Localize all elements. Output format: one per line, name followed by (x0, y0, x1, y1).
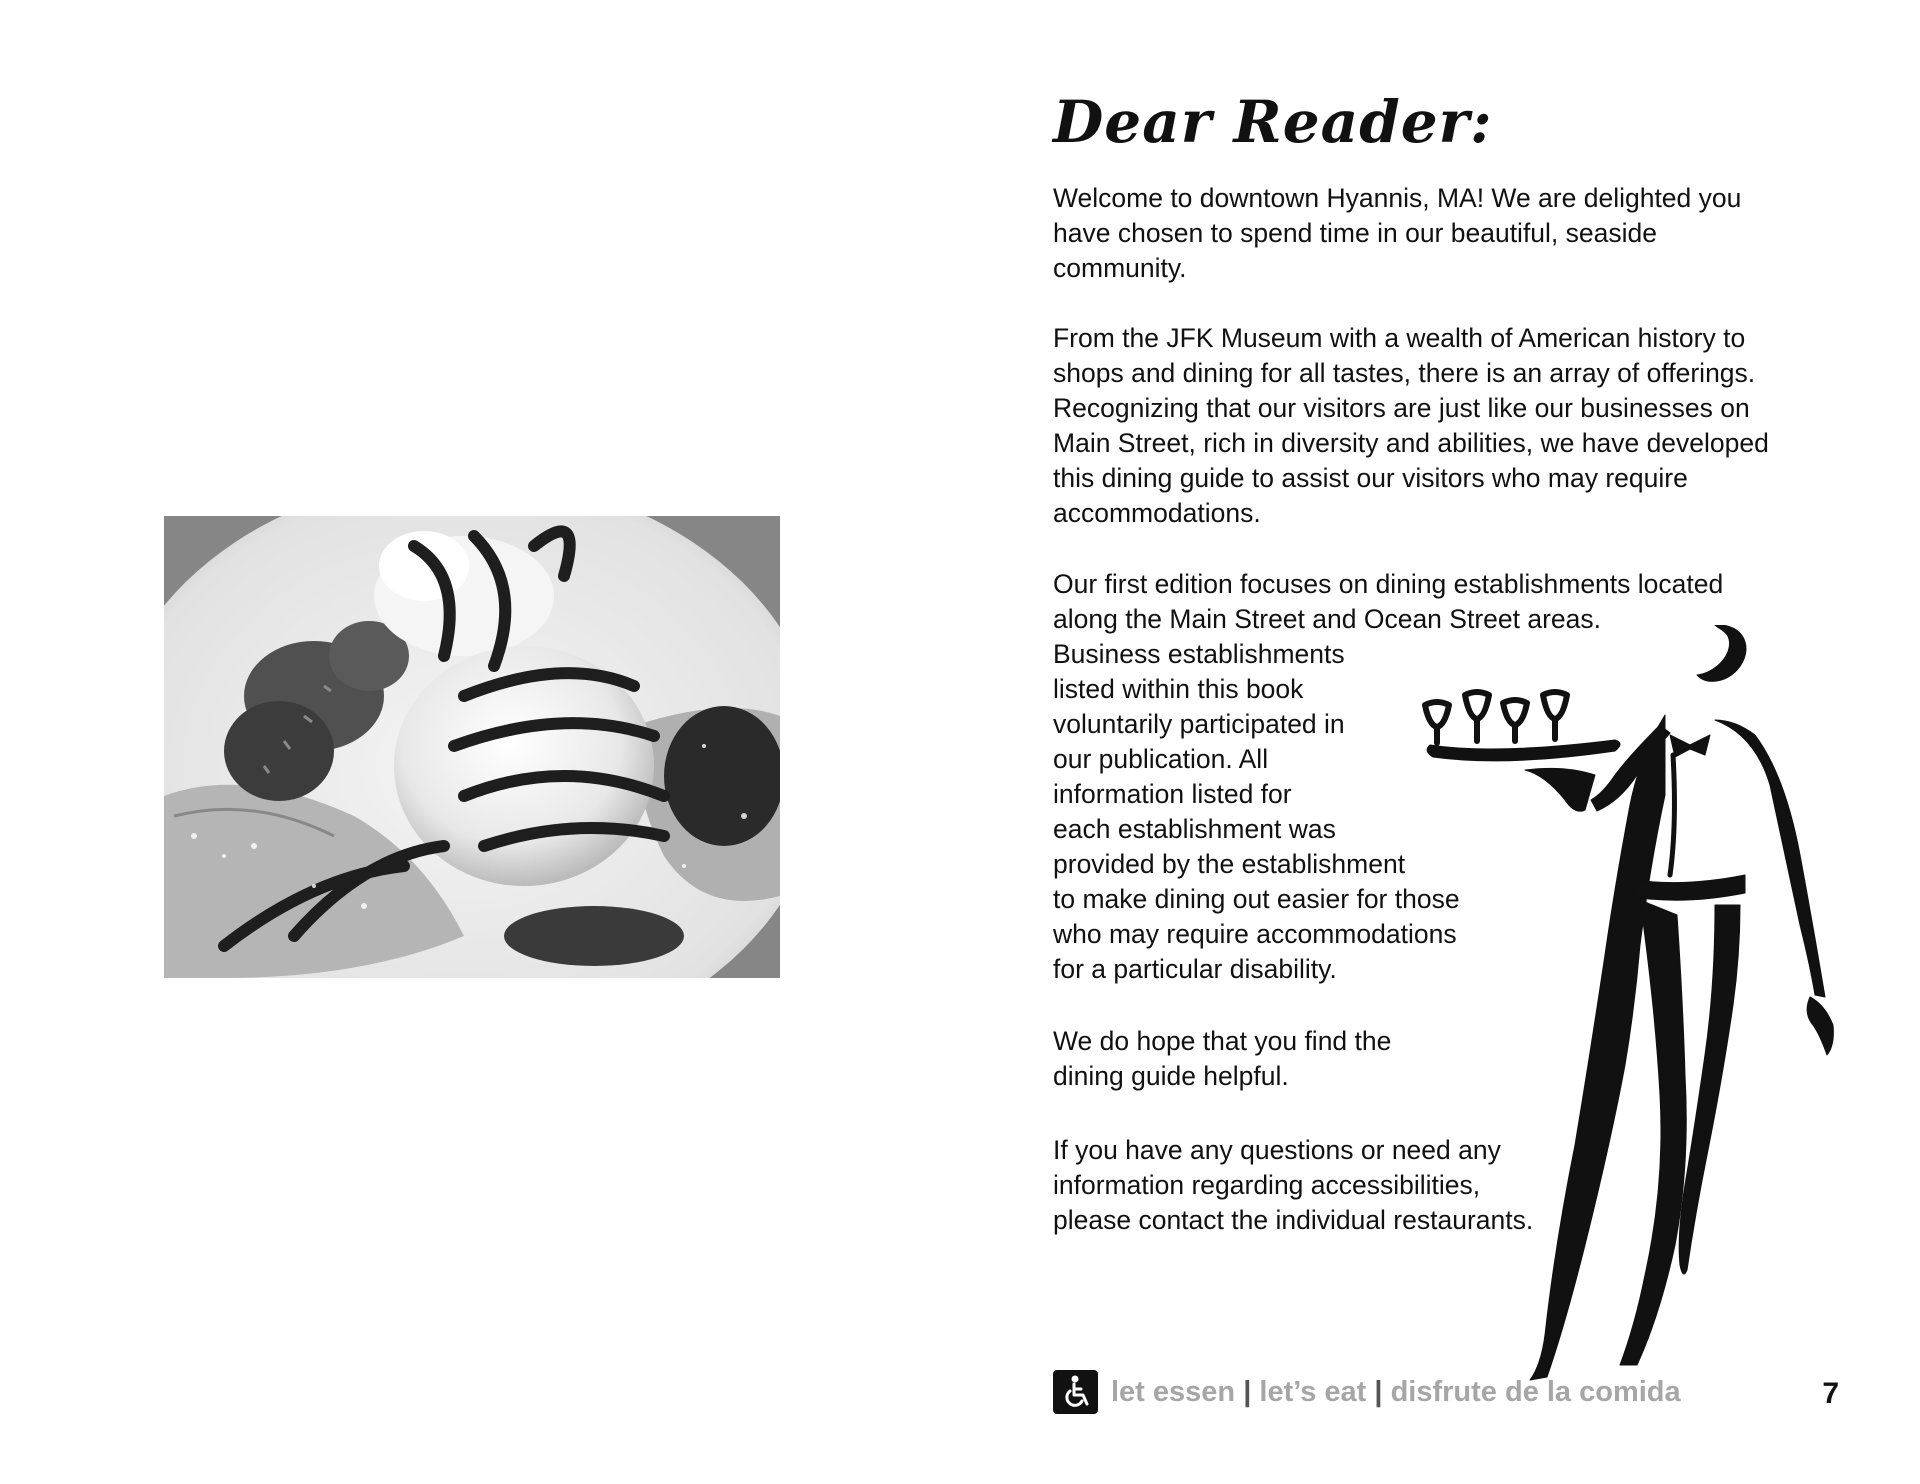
tagline-spanish: disfrute de la comida (1390, 1376, 1681, 1408)
tagline-english: let’s eat (1259, 1376, 1367, 1408)
dessert-photo (164, 516, 780, 978)
hope-paragraph: We do hope that you find the dining guide helpful. (1053, 1026, 1392, 1091)
tagline-yiddish: let essen (1111, 1376, 1236, 1408)
edition-paragraph: Our first edition focuses on dining establishments located along the Main Street and Ocean Street areas. Business establishments listed within this book voluntarily participated in our publication. All information listed for each establishment was provided by the establishment to make dining out easier for those who may require accommodations for a particular disability. (1053, 569, 1724, 984)
offerings-paragraph: From the JFK Museum with a wealth of American history to shops and dining for all tastes, there is an array of offerings. Recognizing that our visitors are just like our businesses on Main Street, rich in diversity and abilities, we have developed this dining guide to assist our visitors who may require accommodations. (1053, 323, 1769, 528)
welcome-paragraph: Welcome to downtown Hyannis, MA! We are delighted you have chosen to spend time in our beautiful, seaside community. (1053, 183, 1742, 283)
footer (1053, 1370, 1853, 1416)
tagline-separator: | (1243, 1376, 1252, 1408)
tagline-separator: | (1374, 1376, 1383, 1408)
footer-tagline (1111, 1374, 1681, 1410)
wheelchair-icon (1053, 1370, 1098, 1414)
contact-paragraph: If you have any questions or need any information regarding accessibilities, please contact the individual restaurants. (1053, 1135, 1534, 1235)
page-title: Dear Reader: (1053, 88, 1493, 156)
page-number: 7 (1822, 1377, 1839, 1410)
letter (1053, 80, 1873, 1235)
waiter-illustration (1415, 625, 1865, 1385)
